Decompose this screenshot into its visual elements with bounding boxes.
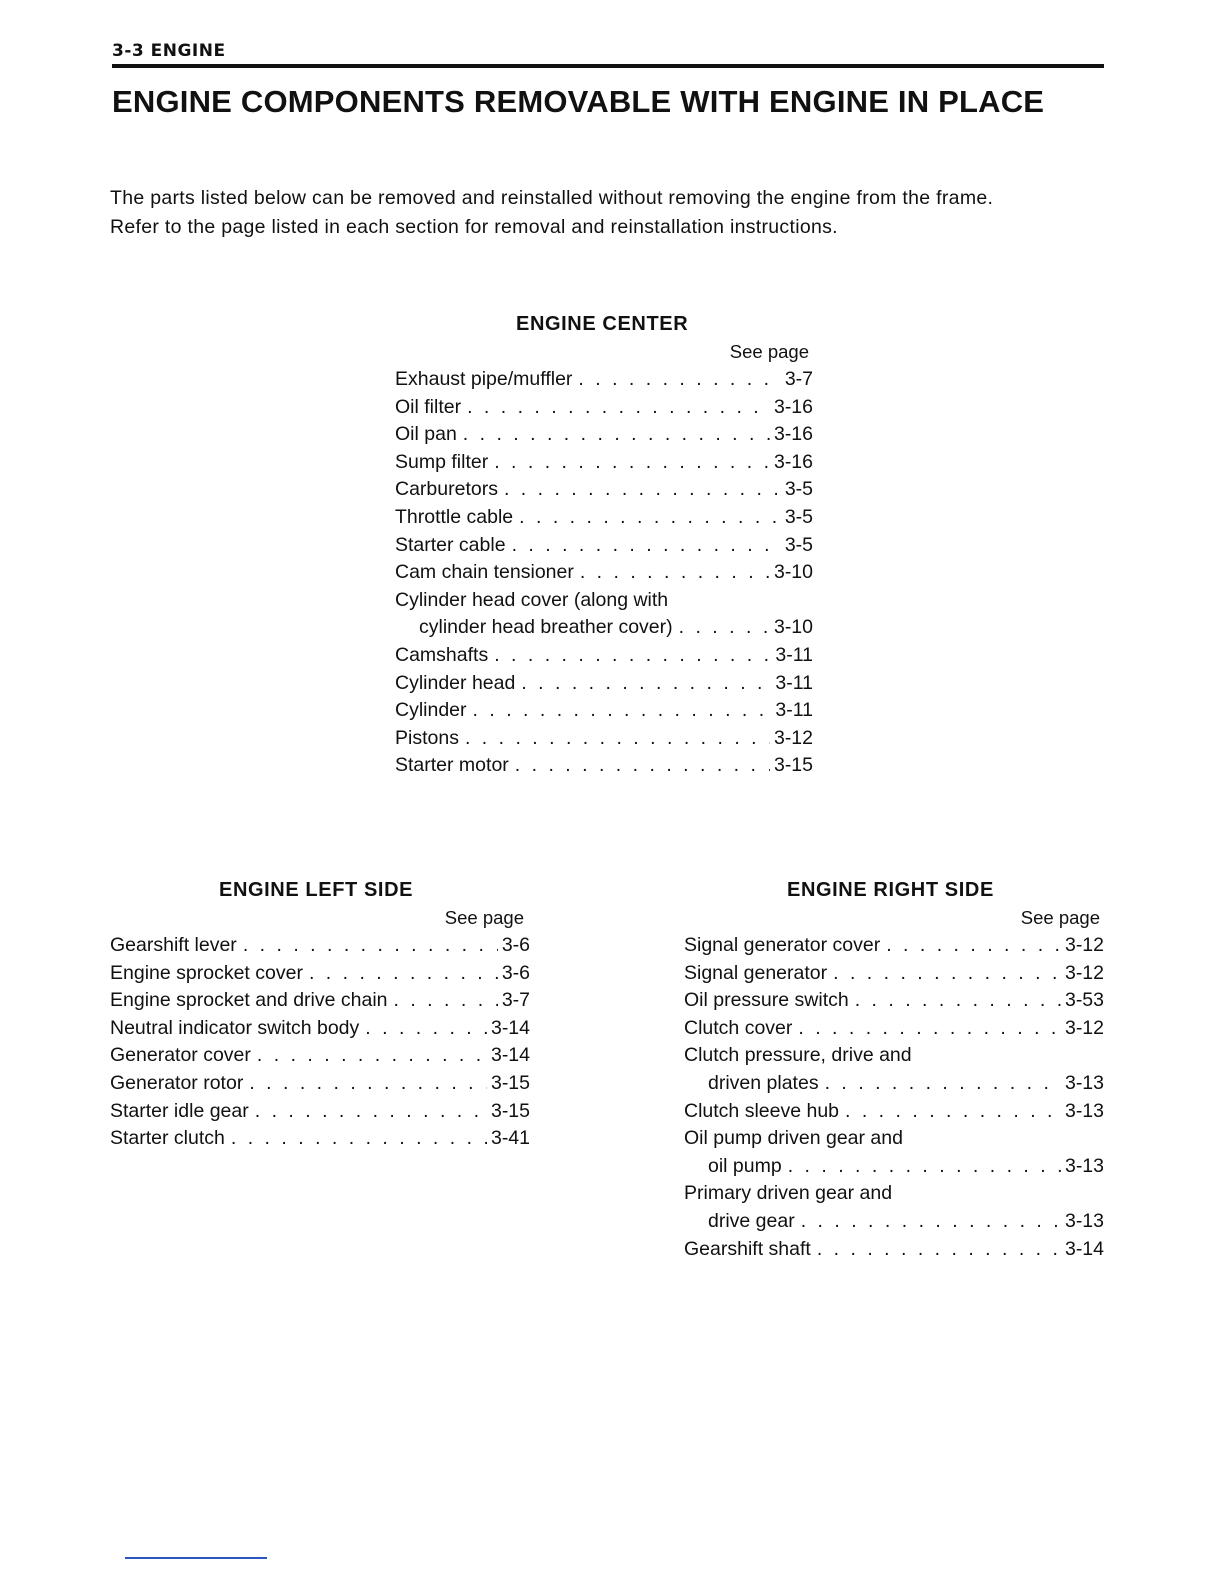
toc-row <box>395 394 813 422</box>
dot-leader <box>394 987 498 1015</box>
toc-row-label: Carburetors <box>395 478 498 501</box>
dot-leader <box>365 1015 487 1043</box>
toc-row-label: Cylinder head <box>395 671 516 694</box>
toc-row <box>110 1015 530 1043</box>
dot-leader <box>825 1070 1061 1098</box>
dot-leader <box>249 1070 487 1098</box>
toc-row-label: Signal generator cover <box>684 934 881 956</box>
toc-row-label: Sump filter <box>395 450 489 473</box>
toc-row-page: 3-5 <box>784 505 813 528</box>
toc-row-label: Starter cable <box>395 533 506 556</box>
toc-items <box>395 366 813 780</box>
dot-leader <box>465 725 770 753</box>
dot-leader <box>243 932 498 960</box>
dot-leader <box>463 421 770 449</box>
toc-row-page: 3-13 <box>1064 1209 1104 1232</box>
toc-row-label-continued: drive gear <box>708 1209 795 1232</box>
dot-leader <box>494 642 771 670</box>
toc-row-page: 3-12 <box>1064 1016 1104 1039</box>
footer-mark <box>125 1557 267 1559</box>
toc-row-page: 3-12 <box>773 726 813 749</box>
toc-row-page: 3-5 <box>784 533 813 556</box>
toc-row <box>684 932 1104 960</box>
toc-row-label: Signal generator <box>684 961 828 984</box>
toc-row <box>684 1180 1104 1235</box>
page-title: ENGINE COMPONENTS REMOVABLE WITH ENGINE IN PLACE <box>112 84 1045 119</box>
toc-row-page: 3-53 <box>1064 989 1104 1012</box>
toc-row-page: 3-16 <box>773 423 813 446</box>
toc-row-label: Primary driven gear and <box>684 1182 893 1205</box>
toc-row-label: Generator rotor <box>110 1071 244 1094</box>
toc-row-page: 3-14 <box>490 1016 530 1039</box>
toc-row-label: Cylinder head cover (along with <box>395 588 669 611</box>
toc-row <box>684 1098 1104 1126</box>
dot-leader <box>231 1125 487 1153</box>
toc-row-label: Clutch sleeve hub <box>684 1099 840 1122</box>
toc-row-page: 3-14 <box>490 1044 530 1067</box>
toc-row-label: Pistons <box>395 726 459 749</box>
toc-row <box>395 421 813 449</box>
dot-leader <box>801 1208 1061 1236</box>
toc-row-label: Starter idle gear <box>110 1099 249 1122</box>
toc-row-label: Starter motor <box>395 754 509 777</box>
toc-row <box>395 366 813 394</box>
toc-row-page: 3-7 <box>784 368 813 390</box>
toc-row-page: 3-7 <box>501 989 530 1012</box>
dot-leader <box>515 752 770 780</box>
toc-row-label: Starter clutch <box>110 1127 225 1150</box>
engine-left-list <box>110 876 530 1153</box>
dot-leader <box>580 559 770 587</box>
intro-paragraph <box>110 184 1150 242</box>
toc-row <box>684 1125 1104 1180</box>
see-page-label: See page <box>444 907 524 928</box>
dot-leader <box>512 532 781 560</box>
toc-row-label: Exhaust pipe/muffler <box>395 368 573 390</box>
toc-row-label: Oil pan <box>395 423 457 446</box>
engine-center-heading: ENGINE CENTER <box>516 313 689 335</box>
toc-row-label: Cam chain tensioner <box>395 561 574 584</box>
see-page-label: See page <box>1020 907 1100 928</box>
toc-row-label: Engine sprocket and drive chain <box>110 989 388 1012</box>
toc-items <box>684 932 1104 1263</box>
dot-leader <box>504 476 781 504</box>
toc-row <box>395 532 813 560</box>
toc-row-label: Oil pressure switch <box>684 989 849 1012</box>
toc-row <box>395 725 813 753</box>
toc-row-label: Oil filter <box>395 395 462 418</box>
dot-leader <box>494 449 770 477</box>
intro-line: Refer to the page listed in each section for removal and reinstallation instructions. <box>110 216 838 238</box>
toc-row-page: 3-6 <box>501 934 530 956</box>
toc-row <box>110 1042 530 1070</box>
dot-leader <box>845 1098 1061 1126</box>
toc-row <box>395 476 813 504</box>
dot-leader <box>886 932 1061 960</box>
toc-row <box>395 449 813 477</box>
toc-row <box>395 504 813 532</box>
toc-row <box>110 1125 530 1153</box>
toc-row-label: Throttle cable <box>395 505 514 528</box>
dot-leader <box>817 1236 1061 1264</box>
page-header <box>112 40 1104 68</box>
toc-row-label: Neutral indicator switch body <box>110 1016 360 1039</box>
dot-leader <box>788 1153 1061 1181</box>
toc-row-page: 3-16 <box>773 450 813 473</box>
toc-row-label: Camshafts <box>395 643 489 666</box>
toc-row <box>110 987 530 1015</box>
toc-row-page: 3-13 <box>1064 1154 1104 1177</box>
toc-row <box>395 642 813 670</box>
toc-row-label: Engine sprocket cover <box>110 961 303 984</box>
toc-row-label-continued: cylinder head breather cover) <box>419 616 673 639</box>
toc-row-label: Oil pump driven gear and <box>684 1127 903 1150</box>
toc-row-page: 3-10 <box>773 561 813 584</box>
dot-leader <box>473 697 772 725</box>
toc-row-page: 3-15 <box>490 1099 530 1122</box>
toc-row-label: Gearshift shaft <box>684 1237 811 1260</box>
toc-row <box>395 697 813 725</box>
toc-row-page: 3-10 <box>773 616 813 639</box>
toc-row-page: 3-12 <box>1064 934 1104 956</box>
toc-row-label-continued: driven plates <box>708 1071 819 1094</box>
toc-row <box>110 1098 530 1126</box>
toc-row <box>395 752 813 780</box>
toc-row-page: 3-11 <box>775 699 813 722</box>
dot-leader <box>833 960 1061 988</box>
dot-leader <box>679 614 770 642</box>
header-rule <box>112 64 1104 68</box>
toc-row-page: 3-13 <box>1064 1099 1104 1122</box>
toc-row-page: 3-5 <box>784 478 813 501</box>
dot-leader <box>309 960 498 988</box>
toc-row-page: 3-15 <box>490 1071 530 1094</box>
toc-row-page: 3-11 <box>775 643 813 666</box>
dot-leader <box>855 987 1061 1015</box>
dot-leader <box>521 670 771 698</box>
see-page-label: See page <box>729 341 809 362</box>
intro-line: The parts listed below can be removed and reinstalled without removing the engine from the frame. <box>110 187 994 209</box>
toc-items <box>110 932 530 1153</box>
dot-leader <box>578 366 780 394</box>
dot-leader <box>255 1098 487 1126</box>
toc-row-label: Cylinder <box>395 699 467 722</box>
engine-right-heading: ENGINE RIGHT SIDE <box>787 879 994 901</box>
toc-row-page: 3-6 <box>501 961 530 984</box>
engine-left-heading: ENGINE LEFT SIDE <box>219 879 414 901</box>
toc-row <box>395 670 813 698</box>
toc-row-label: Clutch cover <box>684 1016 793 1039</box>
toc-row-label-continued: oil pump <box>708 1154 782 1177</box>
toc-row-page: 3-12 <box>1064 961 1104 984</box>
toc-row-page: 3-14 <box>1064 1237 1104 1260</box>
toc-row <box>110 932 530 960</box>
engine-right-list <box>684 876 1104 1263</box>
section-label: 3-3 ENGINE <box>112 41 226 61</box>
toc-row <box>684 1042 1104 1097</box>
dot-leader <box>257 1042 487 1070</box>
dot-leader <box>467 394 770 422</box>
toc-row-label: Generator cover <box>110 1044 251 1067</box>
dot-leader <box>798 1015 1061 1043</box>
toc-row-page: 3-16 <box>773 395 813 418</box>
toc-row <box>395 587 813 642</box>
toc-row <box>684 1015 1104 1043</box>
toc-row-page: 3-13 <box>1064 1071 1104 1094</box>
toc-row <box>684 960 1104 988</box>
toc-row <box>110 960 530 988</box>
toc-row-page: 3-11 <box>775 671 813 694</box>
toc-row-page: 3-41 <box>490 1127 530 1150</box>
toc-row-page: 3-15 <box>773 754 813 777</box>
toc-row <box>110 1070 530 1098</box>
engine-center-list <box>395 310 813 780</box>
toc-row <box>684 1236 1104 1264</box>
toc-row-label: Gearshift lever <box>110 934 237 956</box>
dot-leader <box>519 504 781 532</box>
toc-row-label: Clutch pressure, drive and <box>684 1044 912 1067</box>
toc-row <box>395 559 813 587</box>
toc-row <box>684 987 1104 1015</box>
